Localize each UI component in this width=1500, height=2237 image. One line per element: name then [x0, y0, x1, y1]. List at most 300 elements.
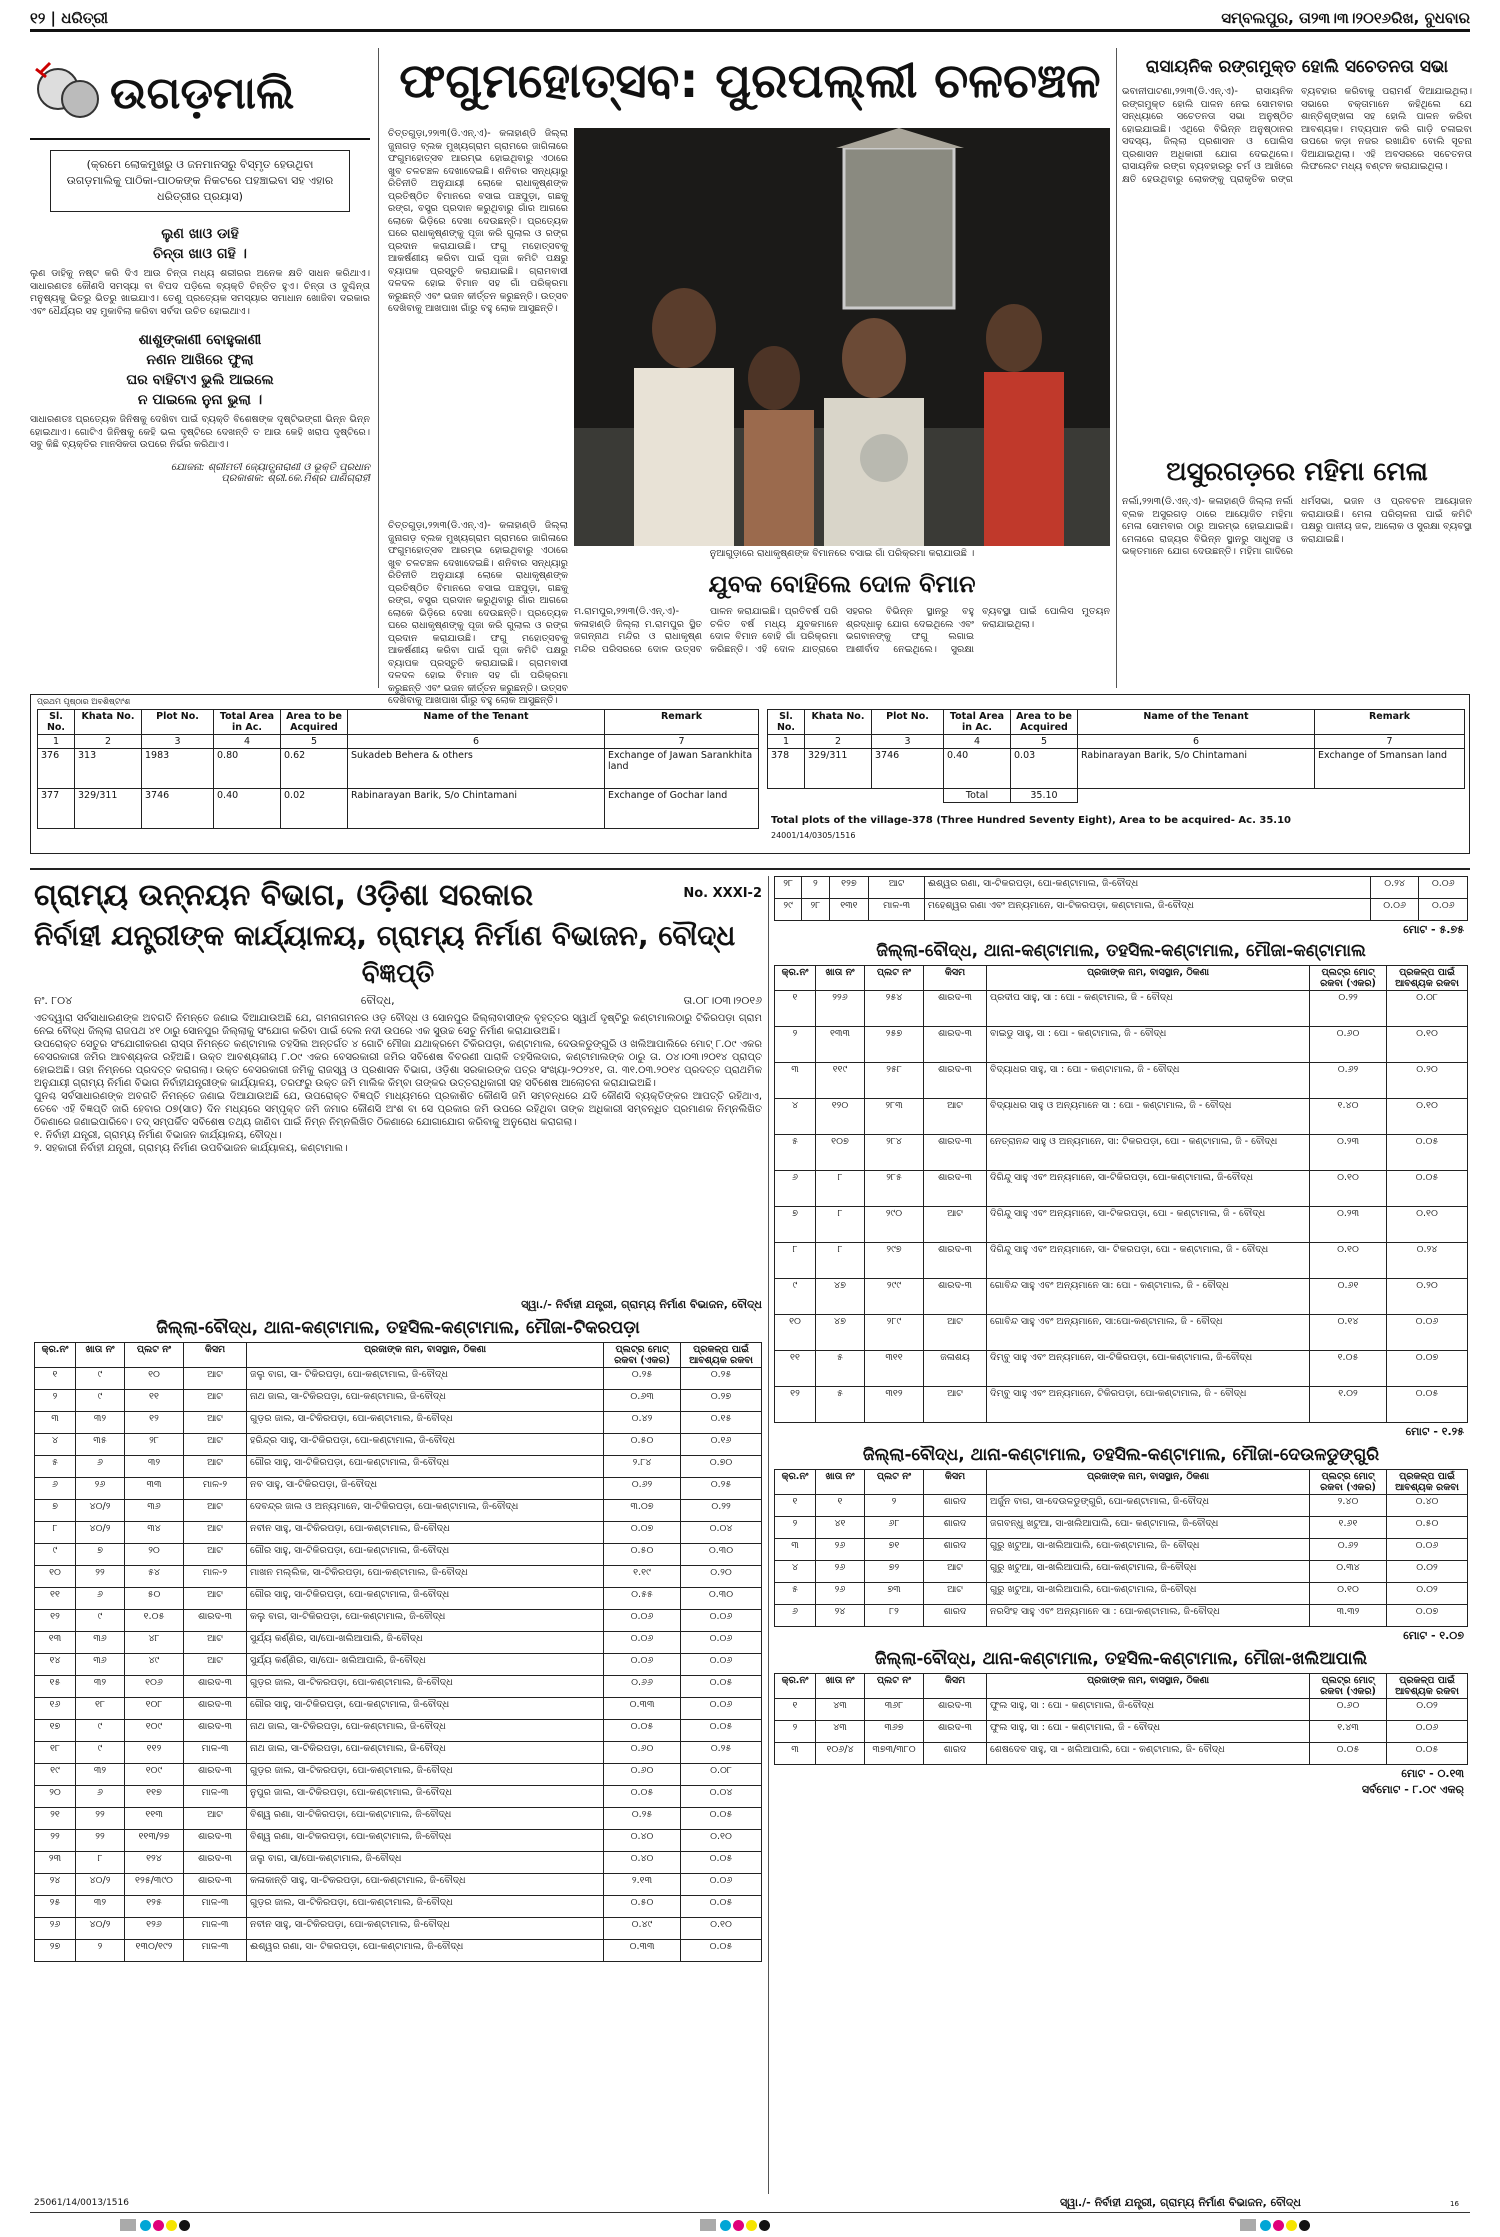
- table-cell: ୦.୨୫: [604, 1368, 681, 1390]
- table-cell: ଆଟ: [924, 1207, 987, 1243]
- yellow-dot: [166, 2220, 177, 2231]
- table-row: [775, 1315, 1468, 1351]
- table-cell: ଫୁଲ ସାହୁ, ସା : ପୋ - କଣ୍ଟାମାଲ, ଜି - ବୌଦ୍ଧ: [987, 1721, 1310, 1743]
- table-cell: ୪: [775, 1099, 816, 1135]
- table-cell: ମାଳ-୩: [184, 1896, 247, 1918]
- table-cell: ଶାରଦ-୩: [924, 1279, 987, 1315]
- table-cell: ନୁପୁର ଜାଲ, ସା-ଟିକିରପଡ଼ା, ପୋ-କଣ୍ଟାମାଲ, ଜି-ବୌଦ୍ଧ: [247, 1786, 604, 1808]
- table-cell: ୦.୩୦: [681, 1588, 762, 1610]
- table-cell: ୦.୦୨: [1387, 1561, 1468, 1583]
- table-cell: ୨୯: [775, 899, 802, 921]
- table-cell: ୪୭: [816, 1315, 865, 1351]
- table-cell: ୧୨: [125, 1412, 184, 1434]
- table-row: [35, 1896, 762, 1918]
- column-header: ପ୍ଲଟ୍‌ର ମୋଟ୍ ରକବା (ଏକର): [1310, 1470, 1387, 1495]
- column-header: ପ୍ଲଟ ନଂ: [865, 1674, 924, 1699]
- table-cell: ଶାରଦ-୩: [924, 1135, 987, 1171]
- table-cell: ନବୀନ ସାହୁ, ସା-ଟିକିରପଡ଼ା, ପୋ-କଣ୍ଟାମାଲ, ଜି-ବୌଦ୍ଧ: [247, 1522, 604, 1544]
- yellow-dot: [746, 2220, 757, 2231]
- table-cell: ୦.୦୬: [681, 1874, 762, 1896]
- table-cell: ୨୦: [125, 1544, 184, 1566]
- table-cell: ୨: [865, 1495, 924, 1517]
- table-cell: ୯: [775, 1279, 816, 1315]
- table-header-row: [775, 966, 1468, 991]
- table-cell: ୦.୦୫: [681, 1720, 762, 1742]
- column-header: କ୍ର.ନଂ: [775, 966, 816, 991]
- column-intro: (କ୍ରମେ ଲୋକମୁଖରୁ ଓ ଜନମାନସରୁ ବିସ୍ମୃତ ହେଉଥିବା ଉଗଡ଼ମାଲିକୁ ପାଠିକା-ପାଠକଙ୍କ ନିକଟରେ ପହଞ୍ଚାଇବା ସହ ଏହାର ଧରିତ୍ରୀର ପ୍ରୟାସ): [50, 150, 350, 212]
- column-header: ଖାତା ନଂ: [816, 1674, 865, 1699]
- table-cell: ଆଟ: [184, 1412, 247, 1434]
- notice-body: ଏତଦ୍ୱାରା ସର୍ବସାଧାରଣଙ୍କ ଅବଗତି ନିମନ୍ତେ ଜଣାଇ ଦିଆଯାଉଅଛି ଯେ, ଗମନାଗମନର ଓଡ଼ ବୌଦ୍ଧ ଓ ସୋନପୁର ଜିଲ୍ଲାବାସୀଙ୍କ ବୃହତ୍ତର ସ୍ୱାର୍ଥ ଦୃଷ୍ଟିରୁ କଣ୍ଟାମାଲଠାରୁ ଟିକିରପଡ଼ା ଗ୍ରାମ ନେଇ ବୌଦ୍ଧ ଜିଲ୍ଲା ରାଜପଥ ୪୧ ଠାରୁ ସୋନପୁର ଜିଲ୍ଲାକୁ ସଂଯୋଗ କରିବା ପାଇଁ ଦେଲ ନଦୀ ଉପରେ ଏକ ସୁଉଚ୍ଚ ସେତୁ ନିର୍ମାଣ କରାଯାଉଅଛି। ଉପରୋକ୍ତ ସେତୁର ସଂଯୋଗୀକରଣ ରାସ୍ତା ନିମନ୍ତେ କଣ୍ଟାମାଲ ତହସିଲ ଅନ୍ତର୍ଗତ ୪ ଗୋଟି ମୌଜା ଯଥାକ୍ରମେ ଟିକିରପଡ଼ା, କଣ୍ଟାମାଲ, ଦେଉଳଡୁଙ୍ଗୁରି ଓ ଖଲିଆପାଲିରେ ମୋଟ୍ ୮.୦୯ ଏକର ବେସରକାରୀ ଜମିର ଆବଶ୍ୟକତା ରହିଅଛି। ଉକ୍ତ ଆବଶ୍ୟକୀୟ ୮.୦୯ ଏକର ବେସରକାରୀ ଜମିର ସବିଶେଷ ବିବରଣୀ ପାରାଳି ତହସିଲଦାର, କଣ୍ଟାମାଲଙ୍କ ଠାରୁ ତା. ୦୪।୦୩।୨୦୧୪ ପ୍ରାପ୍ତ ହୋଇଅଛି। ତାହା ନିମ୍ନରେ ପ୍ରଦତ୍ତ କରାଗଲା। ଉକ୍ତ ବେସରକାରୀ ଜମିକୁ ରାଜସ୍ୱ ଓ ପ୍ରଶାସନ ବିଭାଗ, ଓଡ଼ିଶା ସରକାରଙ୍କ ପତ୍ର ସଂଖ୍ୟା-୨୦୨୪୧, ତା. ୩୧.୦୩.୨୦୧୪ ପ୍ରଦତ୍ତ ପ୍ରାଥମିକ ଅନୁଯାୟୀ ଗ୍ରାମ୍ୟ ନିର୍ମାଣ ବିଭାଗ ନିର୍ବାହୀଯନ୍ତ୍ରୀଙ୍କ କାର୍ଯ୍ୟାଳୟ, ତରଫରୁ ଉକ୍ତ ଜମି ମାଲିକ କିମ୍ବା ତାଙ୍କର ଉତ୍ତରାଧିକାରୀ ସହ ସବିଶେଷ ଆଲୋଚନା କରାଯାଇଅଛି। ପୁନଶ୍ଚ ସର୍ବସାଧାରଣଙ୍କ ଅବଗତି ନିମନ୍ତେ ଜଣାଇ ଦିଆଯାଉଅଛି ଯେ, ଉପରୋକ୍ତ ବିଜ୍ଞପ୍ତି ମାଧ୍ୟମରେ ପ୍ରକାଶିତ କୌଣସି ଜମି ସମ୍ବନ୍ଧରେ ଯଦି କୌଣସି ବ୍ୟକ୍ତିଙ୍କର ଆପତ୍ତି ରହିଥାଏ, ତେବେ ଏହି ବିଜ୍ଞପ୍ତି ଜାରି ହେବାର ୦୭(ସାତ) ଦିନ ମଧ୍ୟରେ ସମ୍ପୃକ୍ତ ଜମି ଜମାର କୌଣସି ଅଂଶ ବା ସେ ପ୍ରକାର ଜମି ଉପରେ ରହିଥିବା ତାଙ୍କ ଅଧିକାରୀ ସମ୍ବନ୍ଧିତ ପ୍ରମାଣକ ନିମ୍ନଲିଖିତ ଠିକଣାରେ ଜଣାଇପାରିବେ। ତଦ୍ ସମ୍ପର୍କିତ ସବିଶେଷ ତଥ୍ୟ ଜାଣିବା ପାଇଁ ନିମ୍ନ ନିମ୍ନଲିଖିତ ଠିକଣାରେ ଯୋଗାଯୋଗ କରିବାକୁ ଅନୁରୋଧ କରାଗଲା। ୧. ନିର୍ବାହୀ ଯନ୍ତ୍ରୀ, ଗ୍ରାମ୍ୟ ନିର୍ମାଣ ବିଭାଜନ କାର୍ଯ୍ୟାଳୟ, ବୌଦ୍ଧ। ୨. ସହକାରୀ ନିର୍ବାହୀ ଯନ୍ତ୍ରୀ, ଗ୍ରାମ୍ୟ ନିର୍ମାଣ ଉପବିଭାଜନ କାର୍ଯ୍ୟାଳୟ, କଣ୍ଟାମାଲ।: [34, 1013, 762, 1154]
- notice-divider: [768, 876, 769, 2194]
- table-cell: ୨୫: [35, 1896, 76, 1918]
- table-row: [775, 1721, 1468, 1743]
- table-cell: ୦.୦୫: [1387, 1387, 1468, 1423]
- table-cell: ୦.୦୫: [681, 1896, 762, 1918]
- table-cell: ୧୩୧: [829, 899, 869, 921]
- table-cell: ୧୧: [775, 1351, 816, 1387]
- table-cell: ୧୨: [775, 1387, 816, 1423]
- table-row: [775, 1243, 1468, 1279]
- table-cell: ୦.୬୨: [604, 1478, 681, 1500]
- table-cell: ୨୮: [802, 899, 829, 921]
- table-row: [35, 1610, 762, 1632]
- table-cell: ୦.୨୪: [1370, 877, 1419, 899]
- table-row: [775, 877, 1468, 899]
- tenant-note: Total plots of the village-378 (Three Hundred Seventy Eight), Area to be acquired- Ac. 35.10: [771, 815, 1291, 826]
- table-cell: ୦.୪୦: [604, 1852, 681, 1874]
- table-cell: ୦.୦୭: [1387, 1605, 1468, 1627]
- table-cell: ୧୧: [125, 1390, 184, 1412]
- kanta-total: ମୋଟ - ୧.୨୫: [1405, 1425, 1464, 1438]
- black-dot: [1299, 2220, 1310, 2231]
- dateline: ସମ୍ବଲପୁର, ତା୨୩।୩।୨୦୧୬ରିଖ, ବୁଧବାର: [1221, 8, 1470, 27]
- table-row: [35, 1940, 762, 1962]
- table-cell: ୨.୧୩: [604, 1874, 681, 1896]
- table-cell: ୦.୬୦: [604, 1764, 681, 1786]
- cyan-dot: [140, 2220, 151, 2231]
- table-cell: ୧୦: [35, 1566, 76, 1588]
- table-row: [35, 1786, 762, 1808]
- table-row: [35, 1566, 762, 1588]
- table-cell: ୧୧୯: [816, 1063, 865, 1099]
- deula-table: [774, 1469, 1468, 1627]
- table-cell: ମାଳ-୩: [869, 899, 925, 921]
- table-cell: ୦.୦୬: [604, 1610, 681, 1632]
- table-cell: ୦.୨୪: [1387, 1243, 1468, 1279]
- table-cell: ୦.୦୬: [604, 1654, 681, 1676]
- table-row: [35, 1544, 762, 1566]
- notice-code: 25061/14/0013/1516: [34, 2198, 129, 2208]
- table-cell: ୨୫୮: [865, 1063, 924, 1099]
- table-row: [775, 1063, 1468, 1099]
- table-cell: ମାଳ-୩: [184, 1786, 247, 1808]
- table-cell: ସୁର୍ଯ୍ୟ କର୍ଣ୍ଣିର, ସା/ପୋ-ଖଲିଆପାଲି, ଜି-ବୌଦ୍ଧ: [247, 1632, 604, 1654]
- speaking-faces-icon: [30, 53, 110, 133]
- table-cell: ୦.୫୦: [1387, 1517, 1468, 1539]
- table-cell: ୦.୪୦: [1387, 1495, 1468, 1517]
- table-cell: ୮: [816, 1207, 865, 1243]
- table-cell: ୩.୦୭: [604, 1500, 681, 1522]
- table-cell: ୦.୧୪: [1310, 1315, 1387, 1351]
- table-cell: ୦.୧୫: [681, 1412, 762, 1434]
- table-cell: ୪୭: [816, 1279, 865, 1315]
- gray-swatch: [120, 2219, 136, 2231]
- table-cell: ୪୦/୨: [76, 1522, 125, 1544]
- table-cell: ୦.୧୦: [1387, 1099, 1468, 1135]
- cont-table: [774, 876, 1468, 921]
- youth-body: ମ.ରାମପୁର,୨୨ା୩(ଡି.ଏନ୍.ଏ)- କଳାହାଣ୍ଡି ଜିଲ୍ଲା ମ.ରାମପୁର ସ୍ଥିତ ଜଗନ୍ନାଥ ମନ୍ଦିର ଓ ରାଧାକୃଷ୍ଣ ମନ୍ଦିର ପରିସରରେ ଦୋଳ ଉତ୍ସବ ପାଳନ କରାଯାଇଛି। ପ୍ରତିବର୍ଷ ପରି ଚଳିତ ବର୍ଷ ମଧ୍ୟ ଯୁବକମାନେ ଦୋଳ ବିମାନ ବୋହି ଗାଁ ପରିକ୍ରମା କରିଛନ୍ତି। ଏହି ଦୋଳ ଯାତ୍ରାରେ ସହରର ବିଭିନ୍ନ ସ୍ଥାନରୁ ବହୁ ଶ୍ରଦ୍ଧାଳୁ ଯୋଗ ଦେଇଥିଲେ ଏବଂ ଭଗବାନଙ୍କୁ ଫଗୁ ଲଗାଇ ଆଶୀର୍ବାଦ ନେଇଥିଲେ। ସୁରକ୍ଷା ବ୍ୟବସ୍ଥା ପାଇଁ ପୋଲିସ ମୁତୟନ କରାଯାଇଥିଲା।: [574, 606, 1110, 655]
- table-cell: ଶାରଦ-୩: [184, 1852, 247, 1874]
- table-cell: ୦.୬୩: [604, 1390, 681, 1412]
- kanta-title: ଜିଲ୍ଲା-ବୌଦ୍ଧ, ଥାନା-କଣ୍ଟାମାଲ, ତହସିଲ-କଣ୍ଟାମାଲ, ମୌଜା-କଣ୍ଟାମାଲ: [876, 941, 1366, 961]
- festival-photo-image: [574, 128, 1110, 546]
- table-cell: ୪୩: [816, 1699, 865, 1721]
- table-cell: ୨୮୯: [865, 1315, 924, 1351]
- table-cell: ବିଦ୍ୟାଧର ସାହୁ ଓ ଅନ୍ୟମାନେ ସା : ପୋ - କଣ୍ଟାମାଲ, ଜି - ବୌଦ୍ଧ: [987, 1099, 1310, 1135]
- table-cell: ୨୮୫: [865, 1171, 924, 1207]
- registration-marks-3: [1240, 2219, 1312, 2231]
- bottom-rule: [30, 2212, 1470, 2213]
- table-cell: ୧.୦୫: [125, 1610, 184, 1632]
- table-cell: ୧୩୦/୧୯୨: [125, 1940, 184, 1962]
- table-cell: ଦିଗିନ୍ଦୁ ସାହୁ ଏବଂ ଅନ୍ୟମାନେ, ସା- ଟିକରପଡ଼ା, ପୋ - କଣ୍ଟାମାଲ, ଜି - ବୌଦ୍ଧ: [987, 1243, 1310, 1279]
- table-cell: ୯: [35, 1544, 76, 1566]
- notice-left: [34, 876, 762, 2194]
- table-cell: ୨.୮୪: [604, 1456, 681, 1478]
- festival-body: ଚିତ୍ତଗୁଡ଼ା,୨୨ା୩(ଡି.ଏନ୍.ଏ)- କଳାହାଣ୍ଡି ଜିଲ୍ଲା ଜୁନାଗଡ଼ ବ୍ଲକ ମୁଖ୍ୟଗ୍ରାମ ଗ୍ରାମରେ ଜାଗିଳାରେ ଫଗୁମହୋତ୍ସବ ଆରମ୍ଭ ହୋଇଥିବାରୁ ଏଠାରେ ଖୁବ ଚଳଚଞ୍ଚଳ ଦେଖାଦେଇଛି। ଶନିବାର ସନ୍ଧ୍ୟାରୁ ରିତିନୀତି ଅନୁଯାୟୀ ଲୋକେ ରାଧାକୃଷ୍ଣଙ୍କ ପ୍ରତିଷ୍ଠିତ ବିମାନରେ ବସାଇ ପଞ୍ଚପୁଡ଼ା, ଗଛକୁ ରଙ୍ଗ, ବସ୍ତ୍ର ପ୍ରଦାନ କରୁଥିବାରୁ ଗାଁର ଆଗରେ ଲୋକେ ଭିଡ଼ିରେ ଦେଖା ଦେଉଛନ୍ତି। ପ୍ରତ୍ୟେକ ଘରେ ରାଧାକୃଷ୍ଣଙ୍କୁ ପୂଜା କରି ଗୁଲାଲ ଓ ରଙ୍ଗ ପ୍ରଦାନ କରାଯାଉଛି। ଫଗୁ ମହୋତ୍ସବକୁ ଆକର୍ଷଣୀୟ କରିବା ପାଇଁ ପୂଜା କମିଟି ପକ୍ଷରୁ ବ୍ୟାପକ ପ୍ରସ୍ତୁତି କରାଯାଇଛି। ଗ୍ରାମବାସୀ ଦଳଦଳ ହୋଇ ବିମାନ ସହ ଗାଁ ପରିକ୍ରମା କରୁଛନ୍ତି ଏବଂ ଭଜନ କୀର୍ତ୍ତନ କରୁଛନ୍ତି। ଉତ୍ସବ ଦେଖିବାକୁ ଆଖପାଖ ଗାଁରୁ ବହୁ ଲୋକ ଆସୁଛନ୍ତି।: [388, 128, 568, 314]
- table-cell: ୫: [816, 1351, 865, 1387]
- table-cell: ୦.୬୦: [604, 1742, 681, 1764]
- table-cell: ୦.୬୨: [1310, 1539, 1387, 1561]
- table-cell: ୮: [76, 1852, 125, 1874]
- table-cell: ଶାରଦ-୩: [924, 1063, 987, 1099]
- column-header: କ୍ର.ନଂ: [35, 1343, 76, 1368]
- table-cell: ଆଟ: [184, 1544, 247, 1566]
- table-cell: ୦.୨୫: [604, 1808, 681, 1830]
- table-row: [35, 1588, 762, 1610]
- table-cell: ୦.୦୬: [1419, 899, 1468, 921]
- column-credit-2: ପ୍ରକାଶକ: ଶ୍ରୀ.କେ.ମିଶ୍ର ପାଣିଗ୍ରାହୀ: [221, 472, 370, 484]
- khalia-table: [774, 1673, 1468, 1765]
- table-cell: ଶାରଦ-୩: [184, 1830, 247, 1852]
- table-cell: ୦.୬୦: [1310, 1027, 1387, 1063]
- table-cell: ୩୬: [76, 1632, 125, 1654]
- table-cell: ଆଟ: [924, 1387, 987, 1423]
- table-cell: ଆଟ: [184, 1368, 247, 1390]
- table-row: [775, 1207, 1468, 1243]
- table-cell: ୦.୦୫: [1387, 1171, 1468, 1207]
- table-cell: ୨୬: [816, 1539, 865, 1561]
- table-cell: ୧: [816, 1495, 865, 1517]
- table-cell: ୧୧: [35, 1588, 76, 1610]
- tenant-table-right: [767, 709, 1465, 803]
- table-row: [775, 1135, 1468, 1171]
- table-cell: ନାଥ ଜାଲ, ସା-ଟିକିରପଡ଼ା, ପୋ-କଣ୍ଟାମାଲ, ଜି-ବୌଦ୍ଧ: [247, 1390, 604, 1412]
- table-cell: ୨୯୯: [865, 1279, 924, 1315]
- table-cell: ୫: [35, 1456, 76, 1478]
- table-row: 376 313 1983 0.80 0.62 Sukadeb Behera & others Exchange of Jawan Sarankhita land: [38, 749, 759, 789]
- table-cell: ୬୮: [865, 1517, 924, 1539]
- table-cell: ୪୦/୨: [76, 1500, 125, 1522]
- table-cell: ଗୁରୁ ଖଟୁଆ, ସା-ଖଲିଆପାଲି, ପୋ-କଣ୍ଟାମାଲ, ଜି-ବୌଦ୍ଧ: [987, 1561, 1310, 1583]
- table-cell: ୫: [816, 1387, 865, 1423]
- table-cell: ଗୋବିନ୍ଦ ସାହୁ ଏବଂ ଅନ୍ୟମାନେ ସା: ପୋ - କଣ୍ଟାମାଲ, ଜି - ବୌଦ୍ଧ: [987, 1279, 1310, 1315]
- table-cell: ୨: [775, 1721, 816, 1743]
- festival-photo: [574, 128, 1110, 546]
- notice-number: No. XXXI-2: [683, 886, 762, 901]
- black-dot: [179, 2220, 190, 2231]
- table-cell: ୦.୬୧: [1310, 1279, 1387, 1315]
- table-row: [775, 1699, 1468, 1721]
- column-header: କିସମ: [924, 1470, 987, 1495]
- table-cell: ୦.୬୬: [604, 1676, 681, 1698]
- table-cell: ଶାରଦ-୩: [184, 1610, 247, 1632]
- table-cell: ୧୮: [35, 1742, 76, 1764]
- table-cell: ୩୨: [125, 1456, 184, 1478]
- table-cell: ୧: [775, 991, 816, 1027]
- table-cell: ୧୨୬: [125, 1918, 184, 1940]
- table-cell: ମାଳ-୩: [184, 1918, 247, 1940]
- table-cell: ଜଲୁ ବାଗ, ସା/ପୋ-କଣ୍ଟାମାଲ, ଜି-ବୌଦ୍ଧ: [247, 1852, 604, 1874]
- column-header: ପ୍ଲଟ୍‌ର ମୋଟ୍ ରକବା (ଏକର): [1310, 1674, 1387, 1699]
- table-cell: ମାଳ-୩: [184, 1940, 247, 1962]
- table-cell: ସୁର୍ଯ୍ୟ କର୍ଣ୍ଣିର, ସା/ପୋ- ଖଲିଆପାଲି, ଜି-ବୌଦ୍ଧ: [247, 1654, 604, 1676]
- column-header: ପ୍ଲଟ୍‌ର ମୋଟ୍ ରକବା (ଏକର): [604, 1343, 681, 1368]
- table-cell: ୧: [35, 1368, 76, 1390]
- table-cell: ୩୨: [76, 1764, 125, 1786]
- table-cell: ୧୩: [35, 1632, 76, 1654]
- table-cell: ୨୬: [816, 1583, 865, 1605]
- table-cell: ୦.୪୨: [604, 1412, 681, 1434]
- column-header: କ୍ର.ନଂ: [775, 1674, 816, 1699]
- table-cell: ୮୨: [865, 1605, 924, 1627]
- table-cell: ୧୦୬/୪: [816, 1743, 865, 1765]
- table-header-row: Sl. No. Khata No. Plot No. Total Area in Ac. Area to be Acquired Name of the Tenant Remark: [38, 710, 759, 735]
- magenta-dot: [153, 2220, 164, 2231]
- table-cell: ୨: [802, 877, 829, 899]
- festival-body-cont: ଚିତ୍ତଗୁଡ଼ା,୨୨ା୩(ଡି.ଏନ୍.ଏ)- କଳାହାଣ୍ଡି ଜିଲ୍ଲା ଜୁନାଗଡ଼ ବ୍ଲକ ମୁଖ୍ୟଗ୍ରାମ ଗ୍ରାମରେ ଜାଗିଳାରେ ଫଗୁମହୋତ୍ସବ ଆରମ୍ଭ ହୋଇଥିବାରୁ ଏଠାରେ ଖୁବ ଚଳଚଞ୍ଚଳ ଦେଖାଦେଇଛି। ଶନିବାର ସନ୍ଧ୍ୟାରୁ ରିତିନୀତି ଅନୁଯାୟୀ ଲୋକେ ରାଧାକୃଷ୍ଣଙ୍କ ପ୍ରତିଷ୍ଠିତ ବିମାନରେ ବସାଇ ପଞ୍ଚପୁଡ଼ା, ଗଛକୁ ରଙ୍ଗ, ବସ୍ତ୍ର ପ୍ରଦାନ କରୁଥିବାରୁ ଗାଁର ଆଗରେ ଲୋକେ ଭିଡ଼ିରେ ଦେଖା ଦେଉଛନ୍ତି। ପ୍ରତ୍ୟେକ ଘରେ ରାଧାକୃଷ୍ଣଙ୍କୁ ପୂଜା କରି ଗୁଲାଲ ଓ ରଙ୍ଗ ପ୍ରଦାନ କରାଯାଉଛି। ଫଗୁ ମହୋତ୍ସବକୁ ଆକର୍ଷଣୀୟ କରିବା ପାଇଁ ପୂଜା କମିଟି ପକ୍ଷରୁ ବ୍ୟାପକ ପ୍ରସ୍ତୁତି କରାଯାଇଛି। ଗ୍ରାମବାସୀ ଦଳଦଳ ହୋଇ ବିମାନ ସହ ଗାଁ ପରିକ୍ରମା କରୁଛନ୍ତି ଏବଂ ଭଜନ କୀର୍ତ୍ତନ କରୁଛନ୍ତି। ଉତ୍ସବ ଦେଖିବାକୁ ଆଖପାଖ ଗାଁରୁ ବହୁ ଲୋକ ଆସୁଛନ୍ତି।: [388, 520, 568, 706]
- table-cell: ୧୦: [125, 1368, 184, 1390]
- table-cell: ୦.୧୦: [1387, 1027, 1468, 1063]
- registration-marks-2: [700, 2219, 772, 2231]
- table-cell: ୧୪: [35, 1654, 76, 1676]
- table-cell: ୦.୦୮: [681, 1764, 762, 1786]
- table-cell: ଶେଷଦେବ ସାହୁ, ସା - ଖଲିଆପାଲି, ପୋ - କଣ୍ଟାମାଲ, ଜି- ବୌଦ୍ଧ: [987, 1743, 1310, 1765]
- table-cell: ଦିଗିନ୍ଦୁ ସାହୁ ଏବଂ ଅନ୍ୟମାନେ, ସା-ଟିକିରପଡ଼ା, ପୋ-କଣ୍ଟାମାଲ, ଜି-ବୌଦ୍ଧ: [987, 1171, 1310, 1207]
- table-cell: ୨୨: [76, 1830, 125, 1852]
- table-cell: କଲୁ ବାଗ, ସା-ଟିକିରପଡ଼ା, ପୋ-କଣ୍ଟାମାଲ, ଜି-ବୌଦ୍ଧ: [247, 1610, 604, 1632]
- table-cell: ୧.୦୫: [1310, 1351, 1387, 1387]
- table-row: [35, 1918, 762, 1940]
- table-cell: ୧୫: [35, 1676, 76, 1698]
- table-cell: ଶାରଦ-୩: [924, 1721, 987, 1743]
- table-cell: ୦.୧୦: [1310, 1583, 1387, 1605]
- table-cell: ୦.୦୫: [681, 1852, 762, 1874]
- column-para-one: ଲୁଣ ଡାହିକୁ ନଷ୍ଟ କରି ଦିଏ ଆଉ ଚିନ୍ତା ମଧ୍ୟ ଶରୀରର ଅନେକ କ୍ଷତି ସାଧନ କରିଥାଏ। ସାଧାରଣତଃ କୌଣସି ସମସ୍ୟା ବା ବିପଦ ପଡ଼ିଲେ ବ୍ୟକ୍ତି ଚିନ୍ତିତ ହୁଏ। ଚିନ୍ତା ଓ ଦୁଶ୍ଚିନ୍ତା ମନୁଷ୍ୟକୁ ଭିତରୁ ଭିତରୁ ଖାଇଯାଏ। ତେଣୁ ପ୍ରତ୍ୟେକ ସମସ୍ୟାର ସମାଧାନ ଖୋଜିବା ଦରକାର ଏବଂ ଧୈର୍ଯ୍ୟର ସହ ମୁକାବିଲା କରିବା ସର୍ବଦା ଉଚିତ ହୋଇଥାଏ।: [30, 268, 370, 317]
- column-header: କିସମ: [924, 1674, 987, 1699]
- table-row: [775, 1351, 1468, 1387]
- table-cell: ୨୨: [76, 1808, 125, 1830]
- table-cell: ଆଟ: [924, 1315, 987, 1351]
- table-cell: ୧.୧୯: [604, 1566, 681, 1588]
- table-cell: ଆଟ: [184, 1456, 247, 1478]
- table-cell: ୦.୦୫: [1310, 1743, 1387, 1765]
- table-cell: ୦.୦୭: [1387, 1351, 1468, 1387]
- table-cell: ୦.୨୨: [1310, 991, 1387, 1027]
- table-cell: ୦.୦୫: [1387, 1135, 1468, 1171]
- table-row: [35, 1412, 762, 1434]
- column-header: ପ୍ରଜାଙ୍କ ନାମ, ବାସସ୍ଥାନ, ଠିକଣା: [987, 1470, 1310, 1495]
- table-cell: ଗୌର ସାହୁ, ସା-ଟିକିରପଡ଼ା, ପୋ-କଣ୍ଟାମାଲ, ଜି-ବୌଦ୍ଧ: [247, 1456, 604, 1478]
- verse-two: ଶାଶୁଙ୍କାଣୀ ବୋହୁକାଣୀ ନଣନ ଆଖିରେ ଫୁଲା ଘର ବାହିଟାଏ ଭୁଲି ଆଇଲେ ନ ପାଇଲେ ନୁନା ଭୁଲା ।: [126, 332, 274, 408]
- tenant-block: [30, 694, 1470, 854]
- grand-total: ସର୍ବମୋଟ - ୮.୦୯ ଏକର୍: [1361, 1783, 1464, 1796]
- table-cell: ୫: [775, 1583, 816, 1605]
- gray-swatch: [700, 2219, 716, 2231]
- table-row: [35, 1522, 762, 1544]
- black-dot: [759, 2220, 770, 2231]
- magenta-dot: [733, 2220, 744, 2231]
- table-cell: ୦.୦୫: [604, 1786, 681, 1808]
- table-cell: ୨୮୩: [865, 1099, 924, 1135]
- table-cell: ୩୬: [76, 1654, 125, 1676]
- table-row: [775, 1279, 1468, 1315]
- table-cell: ଆଟ: [184, 1808, 247, 1830]
- column-header: ପ୍ଲଟ ନଂ: [125, 1343, 184, 1368]
- table-cell: ଆଟ: [184, 1522, 247, 1544]
- table-cell: ୦.୫୦: [604, 1896, 681, 1918]
- table-cell: ୦.୭୦: [681, 1456, 762, 1478]
- table-cell: ଶାରଦ: [924, 1605, 987, 1627]
- table-cell: ୧୨: [35, 1610, 76, 1632]
- table-cell: ୦.୦୨: [1387, 1699, 1468, 1721]
- table-cell: ୩୬୭: [865, 1721, 924, 1743]
- table-cell: ୯: [76, 1390, 125, 1412]
- column-header: ପ୍ଲଟ୍‌ର ମୋଟ୍ ରକବା (ଏକର): [1310, 966, 1387, 991]
- table-row: [35, 1500, 762, 1522]
- table-cell: ଶାରଦ-୩: [184, 1764, 247, 1786]
- column-divider: [378, 48, 379, 688]
- table-row: [35, 1368, 762, 1390]
- cyan-dot: [1260, 2220, 1271, 2231]
- table-cell: ୧୬: [35, 1698, 76, 1720]
- table-cell: ୮: [816, 1243, 865, 1279]
- table-cell: ୩: [35, 1412, 76, 1434]
- column-masthead: [30, 48, 370, 140]
- table-cell: ଆଟ: [184, 1588, 247, 1610]
- column-credit-1: ଯୋଜନା: ଶ୍ରୀମତୀ ଜ୍ୟୋତ୍ସ୍ନାରାଣୀ ଓ ଭୂକ୍ତି ପ୍ରଧାନ: [170, 461, 370, 473]
- column-para-two: ସାଧାରଣତଃ ପ୍ରତ୍ୟେକ ଜିନିଷକୁ ଦେଖିବା ପାଇଁ ବ୍ୟକ୍ତି ବିଶେଷଙ୍କ ଦୃଷ୍ଟିଭଙ୍ଗୀ ଭିନ୍ନ ଭିନ୍ନ ହୋଇଥାଏ। ଗୋଟିଏ ଜିନିଷକୁ କେହି ଭଲ ଦୃଷ୍ଟିରେ ଦେଖନ୍ତି ତ ଆଉ କେହି ଖରାପ ଦୃଷ୍ଟିରେ। ସବୁ କିଛି ବ୍ୟକ୍ତିର ମାନସିକତା ଉପରେ ନିର୍ଭର କରିଥାଏ।: [30, 414, 370, 450]
- table-cell: ମହେଶ୍ୱର ରଣା ଏବଂ ଅନ୍ୟମାନେ, ସା-ଟିକରପଡ଼ା, କଣ୍ଟାମାଲ, ଜି-ବୌଦ୍ଧ: [924, 899, 1370, 921]
- table-cell: ୩୬: [125, 1500, 184, 1522]
- table-cell: ୯: [76, 1368, 125, 1390]
- table-row: [35, 1676, 762, 1698]
- table-cell: ଆଟ: [184, 1434, 247, 1456]
- notice-ref: ନଂ. ୮୦୪: [34, 994, 73, 1007]
- table-cell: ୧୨୫/୩୯୦: [125, 1874, 184, 1896]
- table-row: [775, 1539, 1468, 1561]
- table-cell: ୯: [76, 1610, 125, 1632]
- column-header: ପ୍ଲଟ ନଂ: [865, 966, 924, 991]
- table-row: [35, 1720, 762, 1742]
- table-cell: ଈଶ୍ୱର ରଣା, ସା-ଟିକରପଡ଼ା, ପୋ-କଣ୍ଟାମାଲ, ଜି-ବୌଦ୍ଧ: [924, 877, 1370, 899]
- table-row: [775, 1495, 1468, 1517]
- table-cell: ୧୦୭: [816, 1135, 865, 1171]
- table-cell: ୦.୧୦: [1310, 1171, 1387, 1207]
- table-cell: ୨୧: [35, 1808, 76, 1830]
- table-cell: ଶାରଦ-୩: [924, 1699, 987, 1721]
- table-cell: ଗୋବିନ୍ଦ ସାହୁ ଏବଂ ଅନ୍ୟମାନେ, ସା:ପୋ-କଣ୍ଟାମାଲ, ଜି - ବୌଦ୍ଧ: [987, 1315, 1310, 1351]
- kanta-table: [774, 965, 1468, 1423]
- table-row: [775, 1171, 1468, 1207]
- table-cell: ୨୨୬: [816, 991, 865, 1027]
- table-cell: ଅର୍ଜୁନ ବାଗ, ସା-ଦେଉଳଡୁଙ୍ଗୁରି, ପୋ-କଣ୍ଟାମାଲ, ଜି-ବୌଦ୍ଧ: [987, 1495, 1310, 1517]
- table-cell: ୧.୪୩: [1310, 1721, 1387, 1743]
- table-cell: ୩୨: [76, 1676, 125, 1698]
- table-row: [35, 1456, 762, 1478]
- table-cell: ବିଦ୍ୟାଧର ସାହୁ, ସା : ପୋ - କଣ୍ଟାମାଲ, ଜି - ବୌଦ୍ଧ: [987, 1063, 1310, 1099]
- tenant-code: 24001/14/0305/1516: [771, 831, 856, 840]
- table-row: [35, 1808, 762, 1830]
- table-cell: ୦.୧୬: [681, 1434, 762, 1456]
- table-number-row: 1 2 3 4 5 6 7: [38, 735, 759, 749]
- khalia-title: ଜିଲ୍ଲା-ବୌଦ୍ଧ, ଥାନା-କଣ୍ଟାମାଲ, ତହସିଲ-କଣ୍ଟାମାଲ, ମୌଜା-ଖଲିଆପାଲି: [874, 1649, 1368, 1669]
- table-cell: ୬: [775, 1171, 816, 1207]
- table-cell: ୦.୩୦: [681, 1544, 762, 1566]
- table-cell: ୦.୧୦: [681, 1918, 762, 1940]
- column-header: ଖାତା ନଂ: [816, 966, 865, 991]
- table-cell: ୨୬: [816, 1561, 865, 1583]
- table-cell: ୮: [35, 1522, 76, 1544]
- tikira-table: [34, 1342, 762, 1962]
- table-cell: ୯: [76, 1742, 125, 1764]
- table-cell: ୨୨: [76, 1566, 125, 1588]
- table-cell: ୪: [775, 1561, 816, 1583]
- table-cell: ୨: [775, 1517, 816, 1539]
- right-divider: [1116, 48, 1117, 688]
- table-number-row: 1 2 3 4 5 6 7: [768, 735, 1465, 749]
- table-cell: ଆଟ: [184, 1390, 247, 1412]
- table-cell: ୧୦: [775, 1315, 816, 1351]
- table-cell: ୦.୨୦: [1387, 1063, 1468, 1099]
- table-cell: ୦.୦୬: [1387, 1315, 1468, 1351]
- column-header: ପ୍ରକଳ୍ପ ପାଇଁ ଆବଶ୍ୟକ ରକବା: [1387, 966, 1468, 991]
- table-cell: ଜଳାଶୟ: [924, 1351, 987, 1387]
- table-cell: ୦.୧୦: [1310, 1243, 1387, 1279]
- table-cell: ୩୭୩/୩୮୦: [865, 1743, 924, 1765]
- table-cell: ୦.୫୦: [604, 1544, 681, 1566]
- cyan-dot: [720, 2220, 731, 2231]
- table-row: [35, 1654, 762, 1676]
- table-cell: ଶାରଦ: [924, 1539, 987, 1561]
- table-cell: ୦.୪୦: [604, 1830, 681, 1852]
- tikira-title: ଜିଲ୍ଲା-ବୌଦ୍ଧ, ଥାନା-କଣ୍ଟାମାଲ, ତହସିଲ-କଣ୍ଟାମାଲ, ମୌଜା-ଟିକରପଡ଼ା: [156, 1318, 640, 1338]
- table-cell: ୦.୦୬: [1370, 899, 1419, 921]
- table-row: [775, 991, 1468, 1027]
- table-cell: ନବ ସାହୁ, ସା-ଟିକିରପଡ଼ା, ଜି-ବୌଦ୍ଧ: [247, 1478, 604, 1500]
- column-header: ପ୍ରକଳ୍ପ ପାଇଁ ଆବଶ୍ୟକ ରକବା: [1387, 1674, 1468, 1699]
- mela-body: ନର୍ଲା,୨୨ା୩(ଡି.ଏନ୍.ଏ)- କଳାହାଣ୍ଡି ଜିଲ୍ଲା ନର୍ଲା ବ୍ଲକ ଅସୁରଗଡ଼ ଠାରେ ଆୟୋଜିତ ମହିମା ମେଳା ସୋମବାର ଠାରୁ ଆରମ୍ଭ ହୋଇଯାଇଛି। ମେଳାରେ ରାଜ୍ୟର ବିଭିନ୍ନ ସ୍ଥାନରୁ ସାଧୁସନ୍ଥ ଓ ଭକ୍ତମାନେ ଯୋଗ ଦେଉଛନ୍ତି। ମହିମା ଗାଦିରେ ଧର୍ମସଭା, ଭଜନ ଓ ପ୍ରବଚନ ଆୟୋଜନ କରାଯାଉଛି। ମେଳା ପରିଚାଳନା ପାଇଁ କମିଟି ପକ୍ଷରୁ ପାନୀୟ ଜଳ, ଆଲୋକ ଓ ସୁରକ୍ଷା ବ୍ୟବସ୍ଥା କରାଯାଇଛି।: [1122, 496, 1472, 557]
- table-cell: ଆଟ: [924, 1561, 987, 1583]
- notice-place: ବୌଦ୍ଧ,: [360, 994, 395, 1007]
- table-cell: କଳାକାନ୍ତି ସାହୁ, ସା-ଟିକରପଡ଼ା, ପୋ-କଣ୍ଟାମାଲ, ଜି-ବୌଦ୍ଧ: [247, 1874, 604, 1896]
- table-cell: ୦.୦୫: [1387, 1743, 1468, 1765]
- table-cell: ୮: [775, 1243, 816, 1279]
- table-cell: ୦.୦୬: [681, 1632, 762, 1654]
- table-cell: ଗୁଡ଼ର ଜାଲ, ସା-ଟିକିରପଡ଼ା, ପୋ-କଣ୍ଟାମାଲ, ଜି-ବୌଦ୍ଧ: [247, 1412, 604, 1434]
- notice-signature: ସ୍ୱା./- ନିର୍ବାହୀ ଯନ୍ତ୍ରୀ, ଗ୍ରାମ୍ୟ ନିର୍ମାଣ ବିଭାଜନ, ବୌଦ୍ଧ: [521, 1298, 762, 1311]
